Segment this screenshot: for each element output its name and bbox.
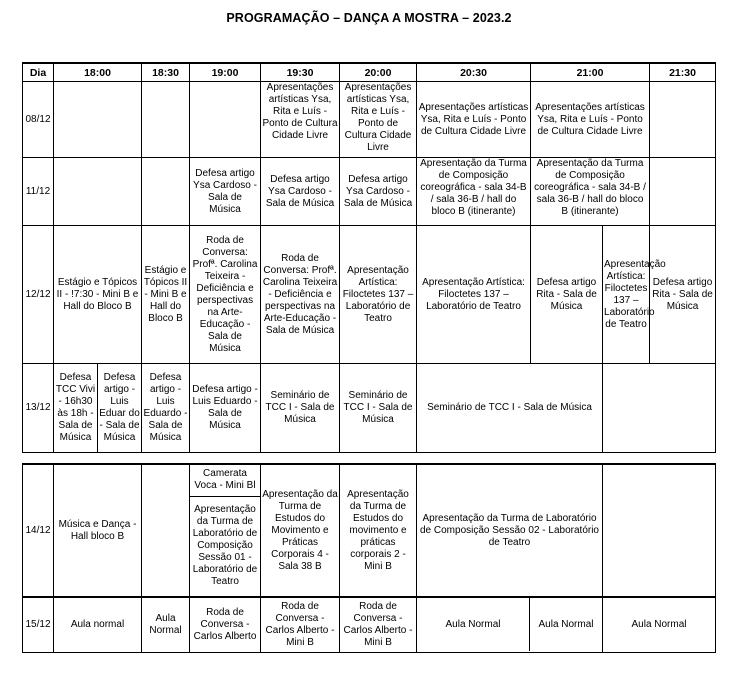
empty-cell — [142, 464, 190, 597]
event-cell: Roda de Conversa - Carlos Alberto - Mini B — [340, 597, 417, 652]
empty-cell — [142, 82, 190, 158]
empty-cell — [650, 158, 716, 226]
event-cell: Defesa TCC Vivi - 16h30 às 18h - Sala de Música — [54, 364, 98, 453]
header-2100: 21:00 — [531, 63, 650, 82]
event-cell: Apresentação da Turma de Estudos do Movimento e Práticas Corporais 4 - Sala 38 B — [261, 464, 340, 597]
event-cell: Apresentações artísticas Ysa, Rita e Luís - Ponto de Cultura Cidade Livre — [417, 82, 531, 158]
header-2030: 20:30 — [417, 63, 531, 82]
event-cell: Defesa artigo - Luis Eduardo - Sala de Música — [142, 364, 190, 453]
event-cell: Apresentação Artística: Filoctetes 137 – Laboratório de Teatro — [603, 226, 650, 364]
event-cell: Defesa artigo Rita - Sala de Música — [650, 226, 716, 364]
event-cell: Camerata Voca - Mini Bl — [190, 464, 261, 496]
event-cell: Aula Normal — [603, 597, 716, 652]
header-2130: 21:30 — [650, 63, 716, 82]
header-1900: 19:00 — [190, 63, 261, 82]
header-1830: 18:30 — [142, 63, 190, 82]
table-row — [23, 364, 716, 453]
event-cell: Defesa artigo Ysa Cardoso - Sala de Música — [261, 158, 340, 226]
event-cell: Aula Normal — [417, 598, 530, 651]
header-day: Dia — [23, 63, 54, 82]
event-cell: Música e Dança - Hall bloco B — [54, 464, 142, 597]
empty-cell — [54, 158, 142, 226]
event-cell: Roda de Conversa: Profª. Carolina Teixeira - Deficiência e perspectivas na Arte-Educação - Sala de Música — [190, 226, 261, 364]
empty-cell — [190, 82, 261, 158]
event-cell: Defesa artigo Rita - Sala de Música — [531, 226, 603, 364]
event-cell: Aula Normal — [142, 597, 190, 652]
event-cell: Aula normal — [54, 597, 142, 652]
empty-cell — [54, 82, 142, 158]
day-cell: 08/12 — [23, 82, 54, 158]
table-row — [23, 464, 716, 496]
header-row — [23, 63, 716, 82]
empty-cell — [603, 364, 716, 453]
table-row — [23, 597, 716, 652]
event-cell: Estágio e Tópicos II - Mini B e Hall do Bloco B — [142, 226, 190, 364]
event-cell: Seminário de TCC I - Sala de Música — [417, 364, 603, 453]
table-row — [23, 158, 716, 226]
day-cell: 12/12 — [23, 226, 54, 364]
schedule-table-bottom — [22, 463, 716, 653]
event-cell: Apresentações artísticas Ysa, Rita e Luís - Ponto de Cultura Cidade Livre — [261, 82, 340, 158]
header-1930: 19:30 — [261, 63, 340, 82]
empty-cell — [603, 464, 716, 597]
event-cell: Apresentação da Turma de Laboratório de Composição Sessão 02 - Laboratório de Teatro — [417, 464, 603, 597]
event-cell: Apresentação da Turma de Estudos do movimento e práticas corporais 2 - Mini B — [340, 464, 417, 597]
event-cell: Apresentação Artística: Filoctetes 137 – Laboratório de Teatro — [340, 226, 417, 364]
event-cell: Seminário de TCC I - Sala de Música — [261, 364, 340, 453]
day-cell: 11/12 — [23, 158, 54, 226]
event-cell: Aula Normal — [538, 618, 594, 630]
day-cell: 15/12 — [23, 597, 54, 652]
day-cell: 14/12 — [23, 464, 54, 597]
event-cell: Defesa artigo - Luis Eduardo - Sala de Música — [190, 364, 261, 453]
event-cell: Defesa artigo - Luis Eduar do - Sala de Música — [98, 364, 142, 453]
event-cell: Roda de Conversa: Profª. Carolina Teixeira - Deficiência e perspectivas na Arte-Educação - Sala de Música — [261, 226, 340, 364]
event-cell: Roda de Conversa - Carlos Alberto - Mini B — [261, 597, 340, 652]
day-cell: 13/12 — [23, 364, 54, 453]
table-row — [23, 226, 716, 364]
event-cell: Apresentação da Turma de Laboratório de Composição Sessão 01 - Laboratório de Teatro — [190, 496, 261, 597]
event-cell: Apresentações artísticas Ysa, Rita e Luís - Ponto de Cultura Cidade Livre — [531, 82, 650, 158]
split-cell — [417, 597, 603, 652]
event-cell: Apresentação da Turma de Composição coreográfica - sala 34-B / sala 36-B / hall do bloco B (itinerante) — [531, 158, 650, 226]
empty-cell — [142, 158, 190, 226]
page-title: PROGRAMAÇÃO – DANÇA A MOSTRA – 2023.2 — [226, 11, 512, 25]
event-cell: Apresentação da Turma de Composição coreográfica - sala 34-B / sala 36-B / hall do bloco B (itinerante) — [417, 158, 531, 226]
empty-cell — [650, 82, 716, 158]
header-1800: 18:00 — [54, 63, 142, 82]
event-cell: Apresentações artísticas Ysa, Rita e Luís - Ponto de Cultura Cidade Livre — [340, 82, 417, 158]
event-cell: Seminário de TCC I - Sala de Música — [340, 364, 417, 453]
header-2000: 20:00 — [340, 63, 417, 82]
event-cell: Estágio e Tópicos II - !7:30 - Mini B e Hall do Bloco B — [54, 226, 142, 364]
table-row — [23, 82, 716, 158]
event-cell: Defesa artigo Ysa Cardoso - Sala de Música — [190, 158, 261, 226]
event-cell: Defesa artigo Ysa Cardoso - Sala de Música — [340, 158, 417, 226]
event-cell: Apresentação Artística: Filoctetes 137 – Laboratório de Teatro — [417, 226, 531, 364]
schedule-table-top — [22, 62, 716, 453]
event-cell: Roda de Conversa - Carlos Alberto — [190, 597, 261, 652]
